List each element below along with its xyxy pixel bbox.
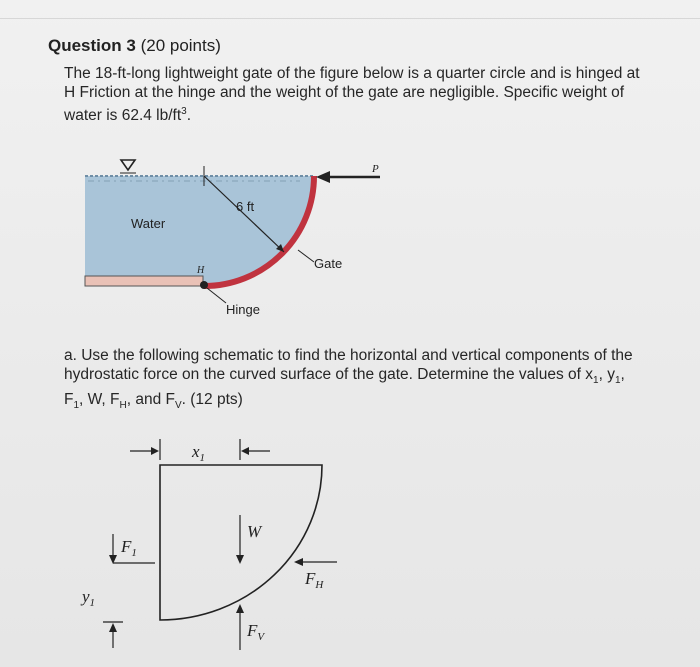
part-a-line-3-d: . (12 pts)	[181, 391, 243, 409]
hinge-point-label: H	[197, 265, 205, 276]
f1-label: $F_1$	[121, 537, 137, 559]
hinge-label: Hinge	[226, 302, 260, 317]
x1-subscript: 1	[593, 375, 599, 387]
stem-line-3-text: water is 62.4 lb/ft	[64, 107, 182, 125]
x1-right-arrowhead	[241, 447, 249, 455]
stem-unit-exponent: 3	[181, 106, 187, 117]
schematic-outline	[160, 465, 322, 620]
part-a-line-3-c: , and F	[126, 391, 175, 409]
w-arrowhead	[236, 555, 244, 564]
x1-left-arrowhead	[151, 447, 159, 455]
stem-line-2: H Friction at the hinge and the weight of the gate are negligible. Specific weight of	[64, 84, 625, 101]
gate-label: Gate	[314, 256, 343, 271]
fv-arrowhead	[236, 604, 244, 613]
question-number: Question 3	[48, 36, 136, 55]
fv-subscript: V	[174, 400, 182, 412]
part-a-line-2-text: hydrostatic force on the curved surface of the gate. Determine the values of x	[64, 366, 594, 383]
y1-subscript: 1	[614, 375, 621, 387]
x1-label: $x_1$	[192, 442, 206, 464]
stem-line-1: The 18-ft-long lightweight gate of the figure below is a quarter circle and is hinged at	[64, 65, 640, 82]
radius-label: 6 ft	[236, 199, 255, 214]
y1-label: $y_1$	[82, 587, 96, 609]
f1-text: F	[64, 391, 74, 409]
part-a-line-2-end: ,	[620, 366, 625, 383]
part-a-line-3-b: , W, F	[79, 391, 120, 409]
part-a-line-1: a. Use the following schematic to find the horizontal and vertical components of the	[64, 347, 633, 364]
force-p-label: P	[372, 163, 379, 175]
fh-arrowhead	[294, 558, 303, 566]
fh-subscript: H	[119, 400, 127, 412]
y1-arrowhead	[109, 623, 117, 632]
fv-label: $F_V$	[247, 621, 265, 643]
f1-subscript: 1	[73, 400, 80, 412]
question-points: (20 points)	[135, 36, 221, 55]
fh-label: $F_H$	[305, 569, 324, 591]
part-a-line-2-mid: , y	[598, 366, 615, 383]
stem-line-3-end: .	[186, 107, 192, 125]
w-label: W	[247, 522, 262, 541]
water-label: Water	[131, 216, 166, 231]
